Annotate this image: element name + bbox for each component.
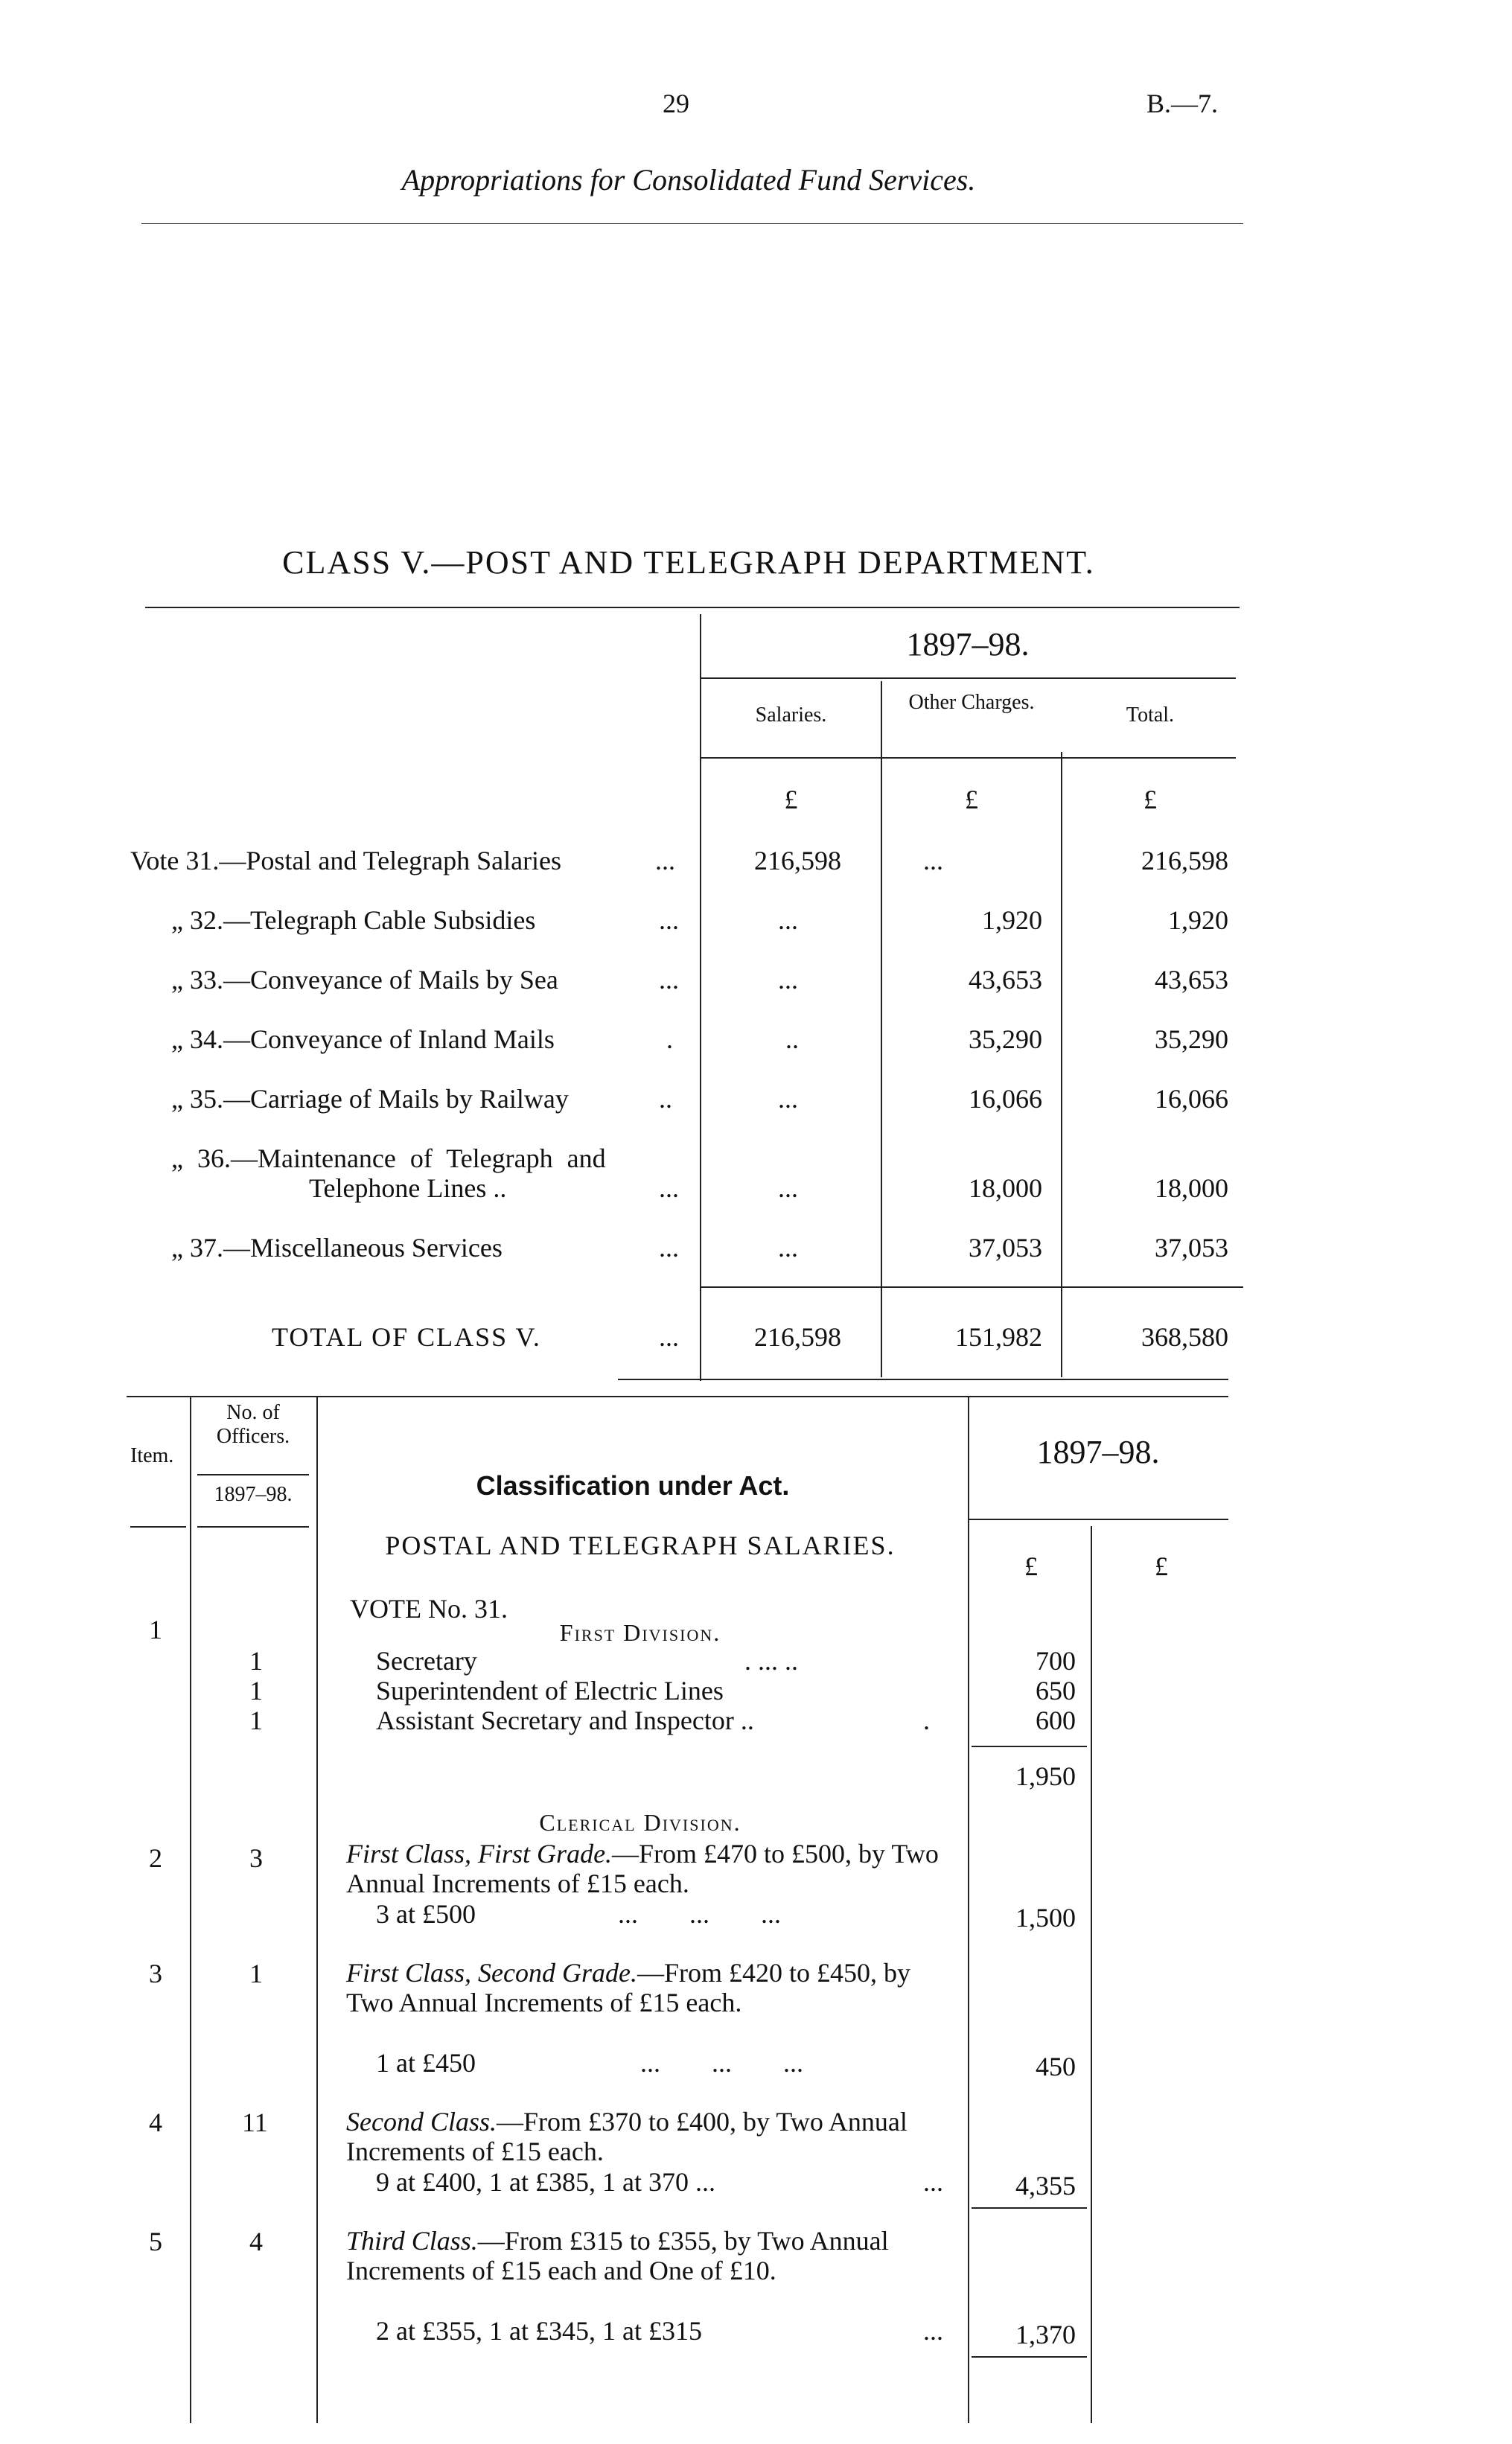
amount-head-rule (968, 1519, 1228, 1520)
summary-year: 1897–98. (906, 626, 1030, 663)
clerical-division-heading: Clerical Division. (539, 1809, 741, 1836)
detail-col-item (190, 1396, 191, 2423)
currency-other: £ (965, 785, 978, 814)
detail-currency-1: £ (1024, 1551, 1038, 1581)
detail-top-rule (127, 1396, 1228, 1397)
detail-col-officers (316, 1396, 318, 2423)
detail-currency-2: £ (1155, 1551, 1168, 1581)
officers-year-header: 1897–98. (214, 1483, 293, 1506)
officers-head-rule (197, 1526, 309, 1528)
officers-header: No. of Officers. (216, 1401, 290, 1448)
first-division-subtotal: 1,950 (1015, 1761, 1076, 1791)
page-number: 29 (663, 89, 689, 118)
detail-year-header: 1897–98. (1036, 1434, 1160, 1470)
classification-header: Classification under Act. (476, 1470, 790, 1501)
item-head-rule (130, 1526, 186, 1528)
bottom-amount-rule (972, 2356, 1087, 2358)
col-total: Total. (1126, 703, 1175, 727)
running-title: Appropriations for Consolidated Fund Services. (401, 163, 976, 197)
summary-col-divider-2 (1061, 752, 1062, 1377)
item-header: Item. (130, 1444, 174, 1467)
currency-salaries: £ (784, 785, 798, 814)
summary-top-rule (145, 607, 1240, 608)
column-head-rule (700, 757, 1236, 759)
first-division-heading: First Division. (559, 1619, 721, 1646)
col-salaries: Salaries. (755, 703, 827, 727)
subtotal-rule (972, 1746, 1087, 1747)
item-number: 1 (149, 1615, 162, 1644)
currency-total: £ (1143, 785, 1157, 814)
summary-col-divider-label (700, 614, 701, 1381)
vote-number: VOTE No. 31. (350, 1594, 508, 1624)
officers-year-rule (197, 1474, 309, 1475)
summary-title: CLASS V.—POST AND TELEGRAPH DEPARTMENT. (282, 544, 1095, 581)
detail-col-classification (968, 1396, 969, 2423)
year-rule (700, 677, 1236, 679)
entry-rule (972, 2207, 1087, 2209)
header-rule (141, 223, 1243, 224)
total-rule (700, 1286, 1243, 1288)
summary-col-divider-1 (881, 681, 882, 1377)
page-reference: B.—7. (1146, 89, 1219, 118)
summary-bottom-rule (618, 1379, 1228, 1380)
detail-col-amount (1091, 1526, 1092, 2423)
section-title: POSTAL AND TELEGRAPH SALARIES. (385, 1531, 896, 1560)
col-other-charges: Other Charges. (908, 691, 1035, 714)
